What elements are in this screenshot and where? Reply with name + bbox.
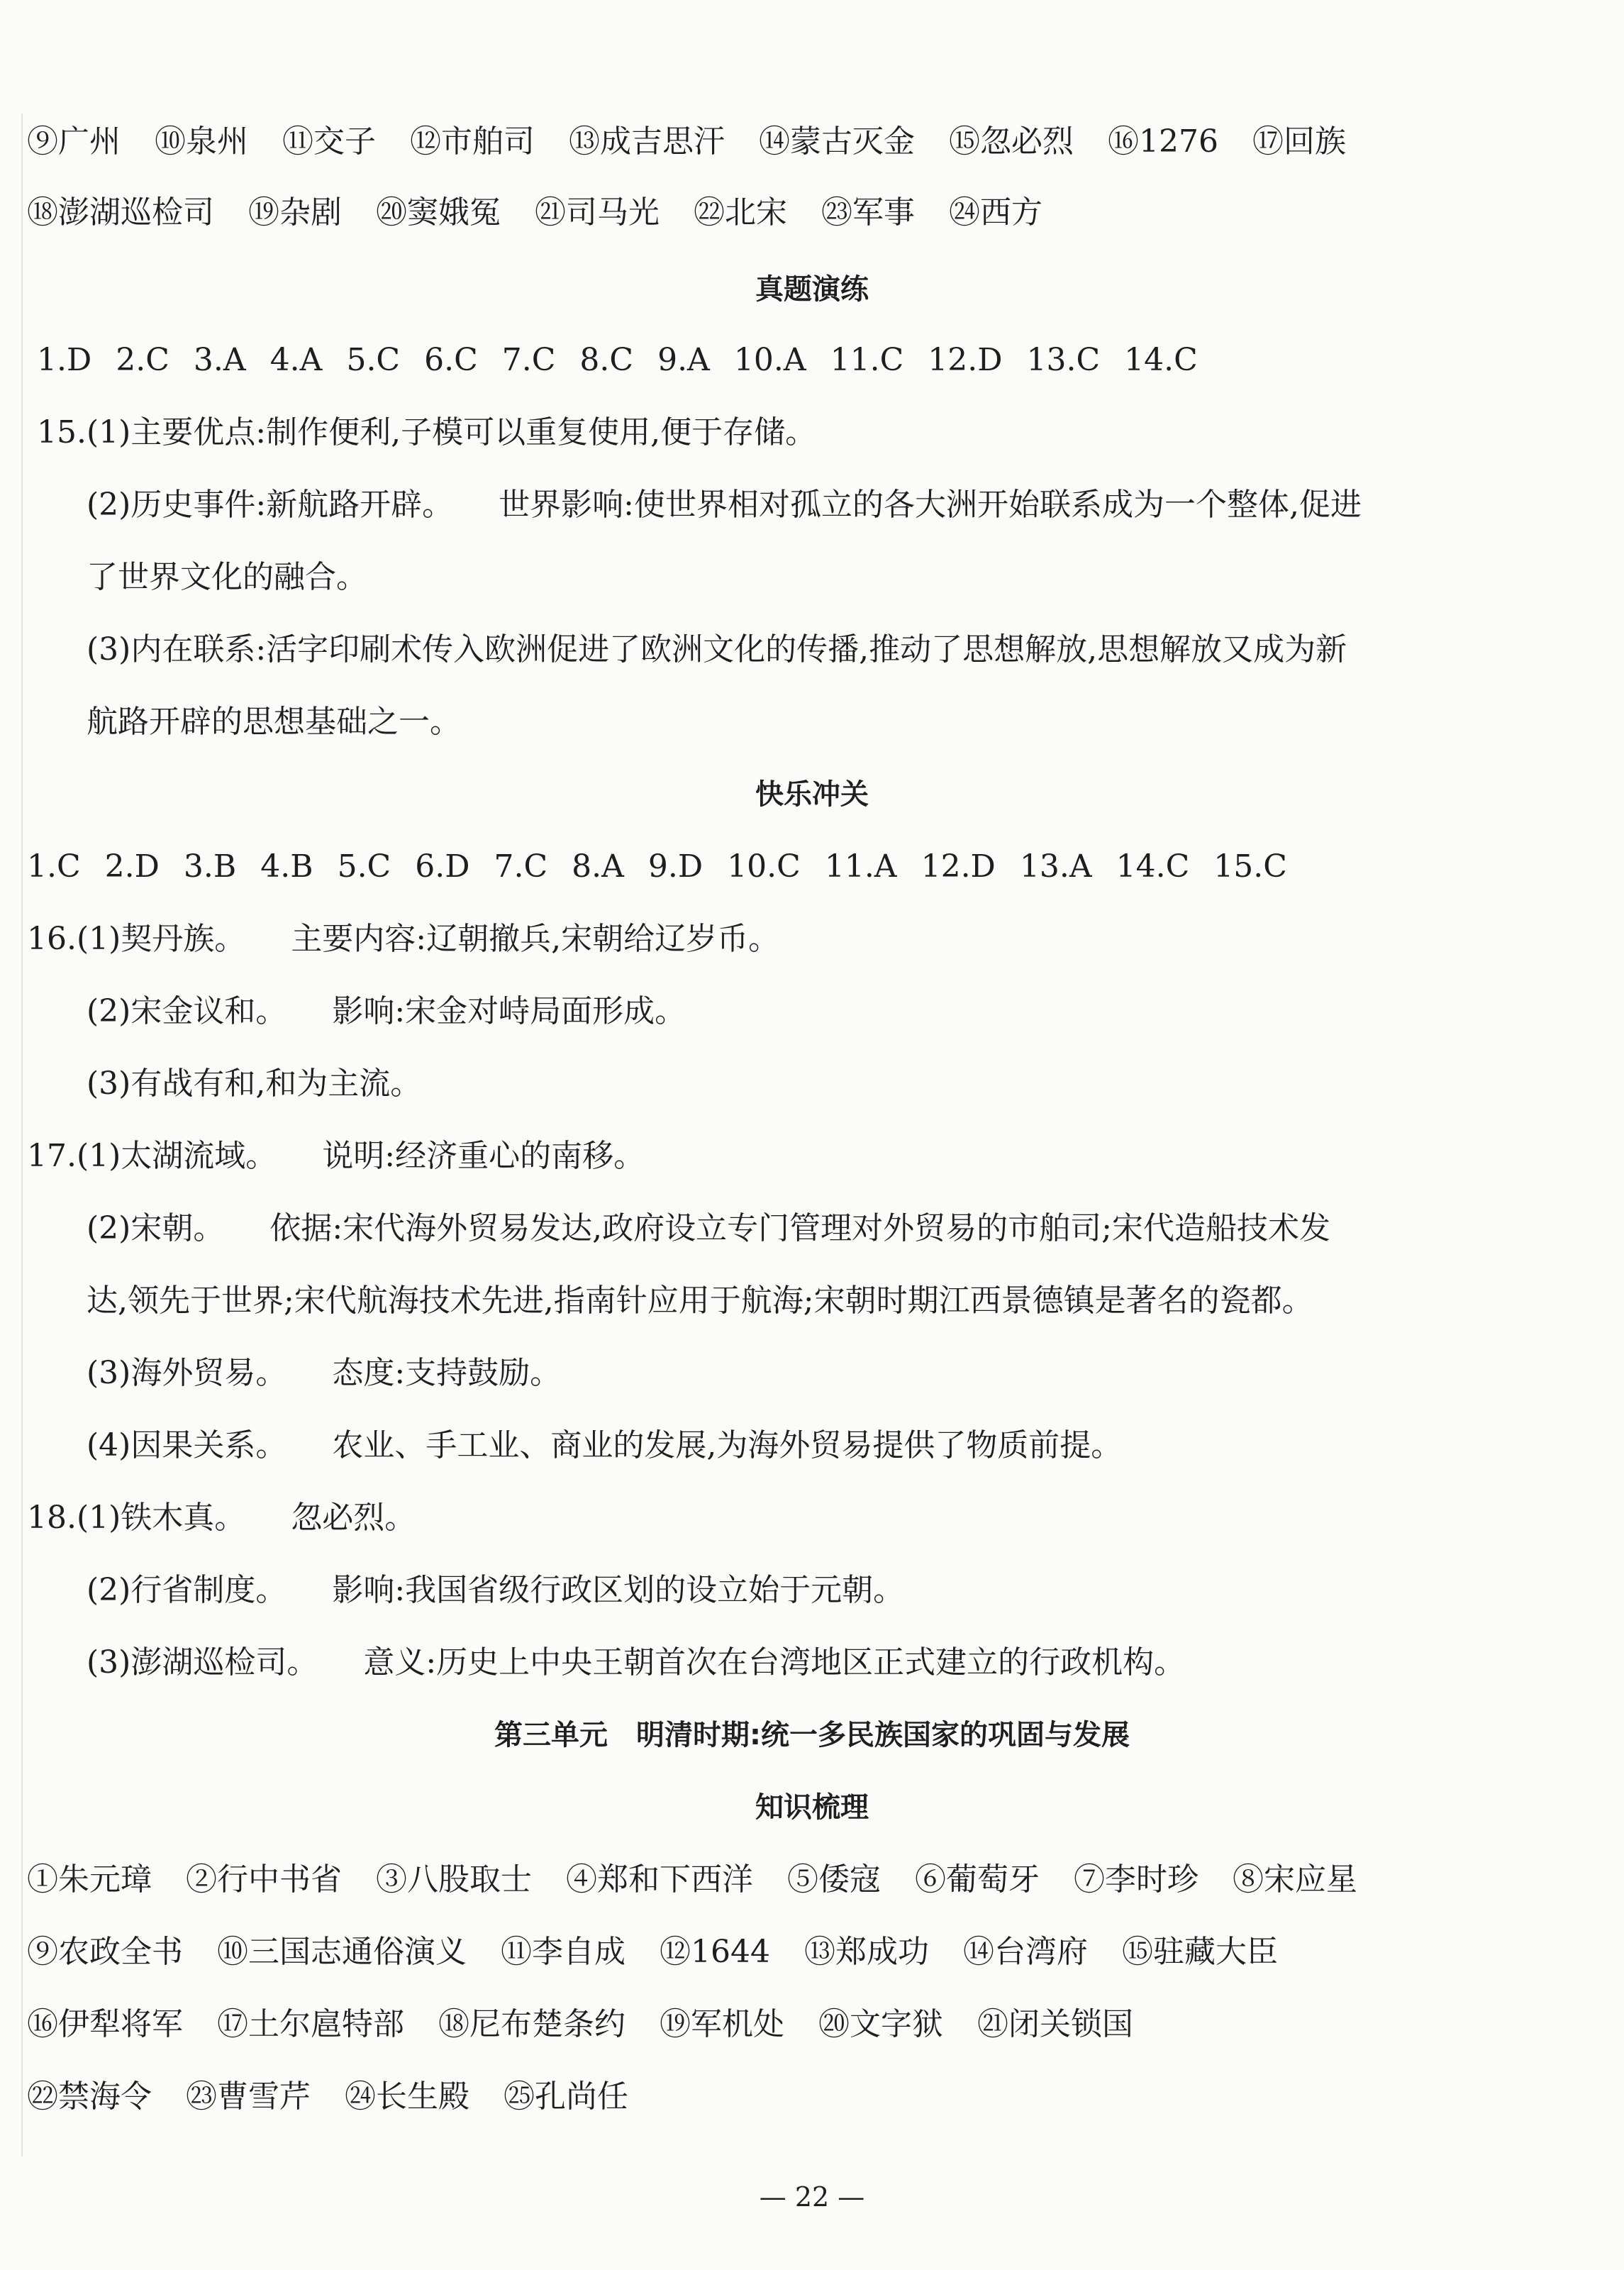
answer: 3.B xyxy=(183,848,237,885)
list-item: ⑮忽必烈 xyxy=(949,123,1074,160)
unit3-row-1 xyxy=(27,1859,1391,1901)
answer: 2.D xyxy=(104,848,160,885)
answer: 8.C xyxy=(579,342,634,378)
q18-line-1 xyxy=(27,1497,416,1539)
unit3-row-3 xyxy=(27,2003,1167,2046)
list-item: ⑭台湾府 xyxy=(962,1934,1088,1970)
answer: 8.A xyxy=(572,848,624,885)
answer: 4.A xyxy=(269,342,323,378)
q15-line-3: 了世界文化的融合。 xyxy=(87,559,367,595)
q17-1-answer: 17.(1)太湖流域。 xyxy=(27,1138,277,1174)
q18-line-2 xyxy=(87,1569,904,1612)
list-item: ⑲军机处 xyxy=(660,2006,784,2042)
answer: 14.C xyxy=(1124,342,1198,378)
q17-line-4 xyxy=(87,1352,561,1395)
answer: 10.A xyxy=(733,342,806,378)
answer: 5.C xyxy=(346,342,401,378)
q17-line-2 xyxy=(87,1207,1330,1250)
page-number: — 22 — xyxy=(759,2181,865,2213)
list-item: ⑭蒙古灭金 xyxy=(759,123,915,160)
list-item: ⑰土尔扈特部 xyxy=(217,2006,404,2042)
q16-2-answer: (2)宋金议和。 xyxy=(87,993,287,1029)
answer: 11.A xyxy=(824,848,897,885)
top-list-row-2 xyxy=(27,192,1077,234)
list-item: ⑳窦娥冤 xyxy=(376,194,501,231)
list-item: ⑲杂剧 xyxy=(248,194,342,231)
list-item: ①朱元璋 xyxy=(27,1861,152,1898)
list-item: ⑪交子 xyxy=(282,123,376,160)
q18-2-answer: (2)行省制度。 xyxy=(87,1572,287,1608)
unit3-row-4 xyxy=(27,2076,662,2118)
binding-edge xyxy=(21,114,23,2156)
answer: 6.C xyxy=(424,342,478,378)
q16-line-1 xyxy=(27,918,779,960)
list-item: ⑬郑成功 xyxy=(803,1934,929,1970)
q17-2-basis: 依据:宋代海外贸易发达,政府设立专门管理对外贸易的市舶司;宋代造船技术发 xyxy=(269,1210,1330,1246)
list-item: ㉕孔尚任 xyxy=(504,2078,628,2115)
list-item: ㉒北宋 xyxy=(694,194,787,231)
unit-subtitle: 知识梳理 xyxy=(755,1791,869,1824)
q15-line-1: 15.(1)主要优点:制作便利,子模可以重复使用,便于存储。 xyxy=(37,414,817,450)
q18-1-answer-b: 忽必烈。 xyxy=(291,1500,416,1536)
answer: 9.A xyxy=(657,342,710,378)
list-item: ㉑闭关锁国 xyxy=(977,2006,1133,2042)
q15-line-2 xyxy=(87,484,1362,526)
q18-1-answer: 18.(1)铁木真。 xyxy=(27,1500,246,1536)
answer: 7.C xyxy=(494,848,548,885)
list-item: ㉔长生殿 xyxy=(345,2078,469,2115)
list-item: ⑱尼布楚条约 xyxy=(438,2006,625,2042)
list-item: ⑩三国志通俗演义 xyxy=(217,1934,467,1970)
list-item: ㉒禁海令 xyxy=(27,2078,152,2115)
list-item: ⑥葡萄牙 xyxy=(915,1861,1040,1898)
q17-4-answer: (4)因果关系。 xyxy=(87,1427,287,1463)
answer: 6.D xyxy=(415,848,470,885)
list-item: ⑨农政全书 xyxy=(27,1934,183,1970)
list-item: ⑦李时珍 xyxy=(1074,1861,1198,1898)
q17-2-answer: (2)宋朝。 xyxy=(87,1210,225,1246)
q18-3-significance: 意义:历史上中央王朝首次在台湾地区正式建立的行政机构。 xyxy=(363,1644,1186,1681)
answer: 5.C xyxy=(337,848,391,885)
q16-1-content: 主要内容:辽朝撤兵,宋朝给辽岁币。 xyxy=(291,921,780,957)
answer: 9.D xyxy=(647,848,703,885)
q17-line-5 xyxy=(87,1424,1122,1467)
list-item: ⑩泉州 xyxy=(155,123,248,160)
answer: 13.C xyxy=(1026,342,1101,378)
answer: 2.C xyxy=(116,342,169,378)
list-item: ④郑和下西洋 xyxy=(566,1861,753,1898)
q17-1-explain: 说明:经济重心的南移。 xyxy=(322,1138,645,1174)
answer: 14.C xyxy=(1116,848,1190,885)
q17-line-1 xyxy=(27,1135,645,1178)
answer: 11.C xyxy=(830,342,904,378)
section-title-kuaile: 快乐冲关 xyxy=(755,778,869,811)
unit-title: 第三单元 明清时期:统一多民族国家的巩固与发展 xyxy=(494,1719,1130,1751)
q17-line-3: 达,领先于世界;宋代航海技术先进,指南针应用于航海;宋朝时期江西景德镇是著名的瓷都。 xyxy=(87,1283,1313,1319)
section-title-zhenti: 真题演练 xyxy=(755,273,869,306)
answer: 4.B xyxy=(260,848,313,885)
list-item: ⑱澎湖巡检司 xyxy=(27,194,214,231)
answer: 1.C xyxy=(27,848,81,885)
q16-line-2 xyxy=(87,990,686,1033)
q16-1-answer: 16.(1)契丹族。 xyxy=(27,921,246,957)
q16-line-3: (3)有战有和,和为主流。 xyxy=(87,1065,422,1102)
q17-3-attitude: 态度:支持鼓励。 xyxy=(332,1355,562,1391)
list-item: ㉓曹雪芹 xyxy=(186,2078,311,2115)
list-item: ⑨广州 xyxy=(27,123,121,160)
zhenti-choice-answers xyxy=(37,339,1222,382)
list-item: ⑯伊犁将军 xyxy=(27,2006,183,2042)
list-item: ⑮驻藏大臣 xyxy=(1121,1934,1278,1970)
q15-line-4: (3)内在联系:活字印刷术传入欧洲促进了欧洲文化的传播,推动了思想解放,思想解放又成为新 xyxy=(87,631,1347,668)
list-item: ⑳文字狱 xyxy=(818,2006,943,2042)
list-item: ⑰回族 xyxy=(1252,123,1346,160)
list-item: ㉔西方 xyxy=(949,194,1042,231)
top-list-row-1 xyxy=(27,121,1380,163)
list-item: ⑫市舶司 xyxy=(410,123,535,160)
q15-line-5: 航路开辟的思想基础之一。 xyxy=(87,704,461,740)
list-item: ⑧宋应星 xyxy=(1233,1861,1357,1898)
q17-3-answer: (3)海外贸易。 xyxy=(87,1355,287,1391)
list-item: ⑤倭寇 xyxy=(787,1861,881,1898)
q16-2-impact: 影响:宋金对峙局面形成。 xyxy=(332,993,686,1029)
answer: 15.C xyxy=(1213,848,1287,885)
answer: 7.C xyxy=(501,342,556,378)
list-item: ㉑司马光 xyxy=(535,194,660,231)
q18-2-impact: 影响:我国省级行政区划的设立始于元朝。 xyxy=(332,1572,905,1608)
answer: 10.C xyxy=(727,848,801,885)
list-item: ⑪李自成 xyxy=(501,1934,625,1970)
q15-part-2-event: (2)历史事件:新航路开辟。 xyxy=(87,487,454,523)
answer: 12.D xyxy=(921,848,996,885)
answer: 13.A xyxy=(1019,848,1092,885)
list-item: ②行中书省 xyxy=(186,1861,342,1898)
q18-3-answer: (3)澎湖巡检司。 xyxy=(87,1644,318,1681)
unit3-row-2 xyxy=(27,1931,1312,1973)
answer: 12.D xyxy=(928,342,1003,378)
list-item: ⑬成吉思汗 xyxy=(569,123,725,160)
q18-line-3 xyxy=(87,1641,1185,1684)
answer: 3.A xyxy=(193,342,246,378)
list-item: ③八股取士 xyxy=(376,1861,532,1898)
answer: 1.D xyxy=(37,342,92,378)
q17-4-reason: 农业、手工业、商业的发展,为海外贸易提供了物质前提。 xyxy=(332,1427,1123,1463)
list-item: ⑯1276 xyxy=(1108,123,1218,160)
kuaile-choice-answers xyxy=(27,846,1311,888)
list-item: ㉓军事 xyxy=(821,194,915,231)
list-item: ⑫1644 xyxy=(660,1934,770,1970)
q15-part-2-impact: 世界影响:使世界相对孤立的各大洲开始联系成为一个整体,促进 xyxy=(499,487,1362,523)
